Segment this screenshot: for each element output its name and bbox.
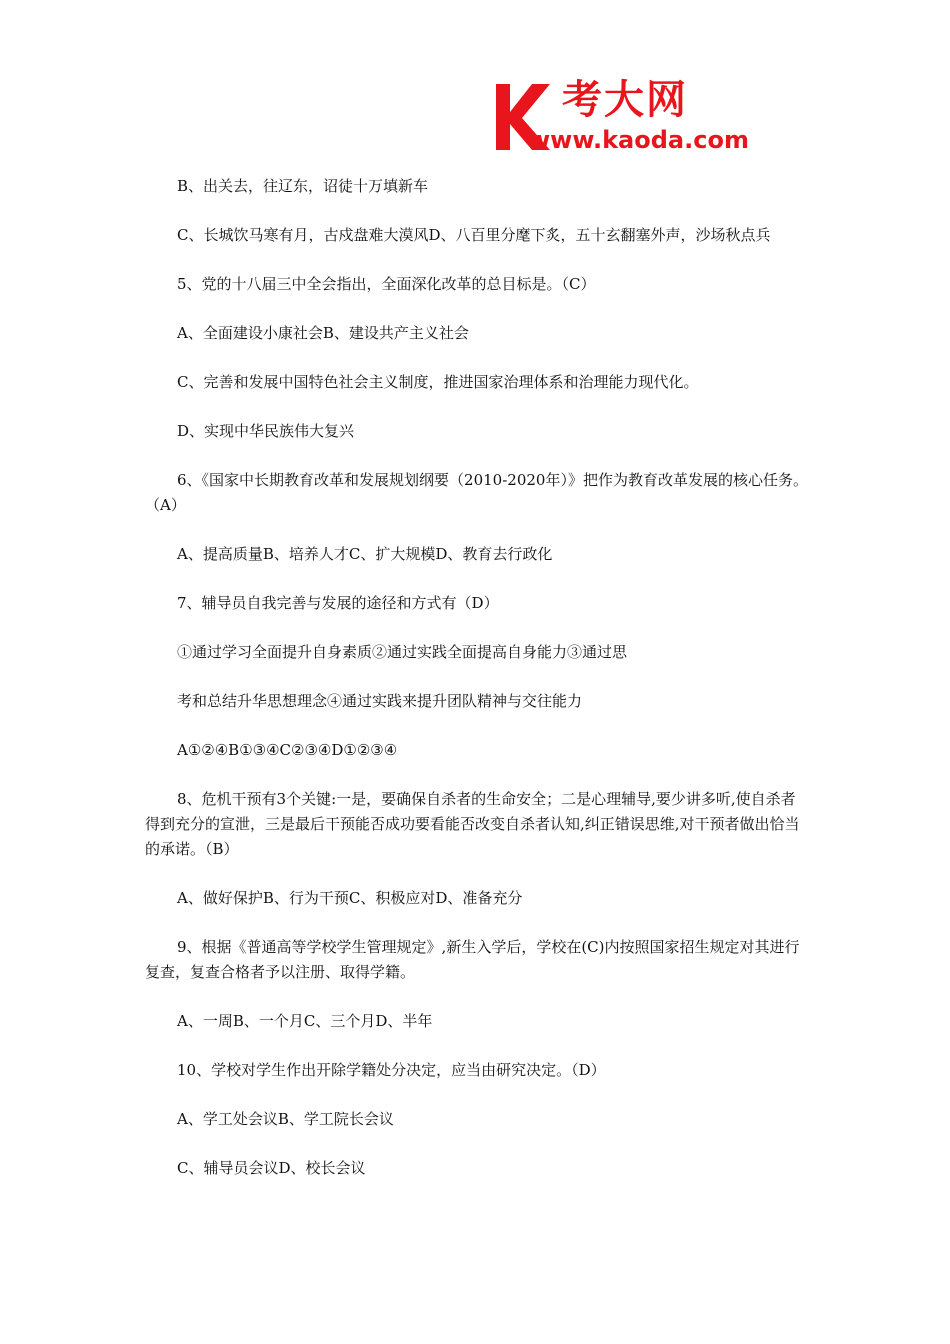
paragraph: 6、《国家中长期教育改革和发展规划纲要（2010-2020年）》把作为教育改革发展的核心任务。（A）	[145, 471, 808, 514]
paragraph: D、实现中华民族伟大复兴	[177, 422, 355, 440]
paragraph: B、出关去，往辽东，诏徒十万填新车	[177, 177, 429, 195]
paragraph: A、提高质量B、培养人才C、扩大规模D、教育去行政化	[177, 545, 553, 563]
logo-chinese-text: 考大网	[562, 77, 688, 123]
paragraph: 10、学校对学生作出开除学籍处分决定，应当由研究决定。（D）	[177, 1061, 606, 1079]
paragraph: A、全面建设小康社会B、建设共产主义社会	[177, 324, 469, 342]
paragraph: C、辅导员会议D、校长会议	[177, 1159, 366, 1177]
paragraph: 8、危机干预有3个关键:一是，要确保自杀者的生命安全；二是心理辅导,要少讲多听,使自杀者得到充分的宣泄，三是最后干预能否成功要看能否改变自杀者认知,纠正错误思维,对干预者做出恰当的承诺。（B）	[145, 790, 800, 858]
paragraph: A、一周B、一个月C、三个月D、半年	[177, 1012, 433, 1030]
paragraph: ①通过学习全面提升自身素质②通过实践全面提高自身能力③通过思	[177, 643, 628, 661]
paragraph: A①②④B①③④C②③④D①②③④	[177, 741, 398, 759]
document-body	[145, 174, 810, 1205]
paragraph: 7、辅导员自我完善与发展的途径和方式有（D）	[177, 594, 499, 612]
paragraph: 5、党的十八届三中全会指出，全面深化改革的总目标是。（C）	[177, 275, 596, 293]
paragraph: C、完善和发展中国特色社会主义制度，推进国家治理体系和治理能力现代化。	[177, 373, 699, 391]
kaoda-logo	[492, 77, 810, 158]
paragraph: C、长城饮马寒有月，古戍盘难大漠风D、八百里分麾下炙，五十玄翻塞外声，沙场秋点兵	[177, 226, 771, 244]
paragraph: A、做好保护B、行为干预C、积极应对D、准备充分	[177, 889, 523, 907]
paragraph: 考和总结升华思想理念④通过实践来提升团队精神与交往能力	[177, 692, 583, 710]
paragraph: 9、根据《普通高等学校学生管理规定》,新生入学后，学校在(C)内按照国家招生规定对其进行复查，复查合格者予以注册、取得学籍。	[145, 938, 800, 981]
logo-url-text: www.kaoda.com	[528, 126, 749, 154]
paragraph: A、学工处会议B、学工院长会议	[177, 1110, 394, 1128]
